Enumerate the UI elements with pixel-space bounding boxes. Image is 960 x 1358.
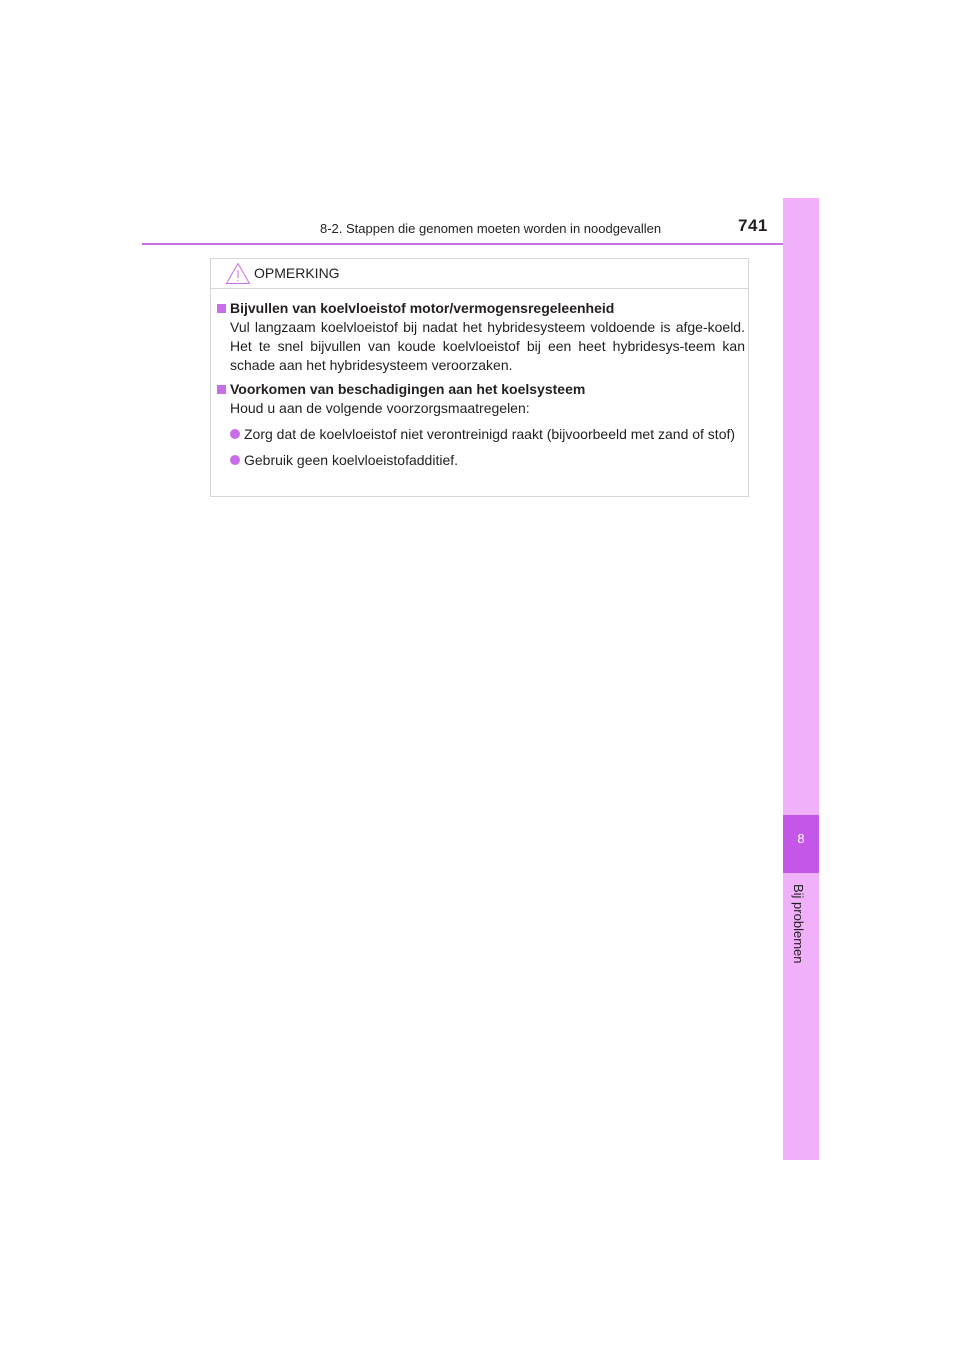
- header-divider: [142, 243, 818, 245]
- section-heading: [217, 299, 745, 318]
- section-heading-text: Bijvullen van koelvloeistof motor/vermogensregeleenheid: [230, 300, 615, 316]
- notice-section: [217, 380, 745, 470]
- list-item-text: Zorg dat de koelvloeistof niet verontreinigd raakt (bijvoorbeeld met zand of stof): [244, 426, 736, 442]
- notice-header: [211, 259, 748, 289]
- chapter-side-tab: [783, 198, 819, 1160]
- circle-bullet-icon: [230, 429, 240, 439]
- notice-body: [217, 299, 745, 470]
- chapter-number: 8: [797, 831, 805, 846]
- circle-bullet-icon: [230, 455, 240, 465]
- list-item: [230, 425, 745, 444]
- notice-section: [217, 299, 745, 375]
- section-title: 8-2. Stappen die genomen moeten worden in noodgevallen: [320, 221, 662, 236]
- notice-box: [210, 258, 749, 497]
- square-bullet-icon: [217, 304, 226, 313]
- notice-label: OPMERKING: [254, 265, 340, 281]
- page-number: 741: [738, 216, 768, 235]
- chapter-title: Bij problemen: [791, 884, 806, 964]
- section-paragraph: Houd u aan de volgende voorzorgsmaatregelen:: [230, 400, 530, 416]
- section-paragraph: Vul langzaam koelvloeistof bij nadat het hybridesysteem voldoende is afge-koeld. Het te snel bijvullen van koude koelvloeistof bij een heet hybridesys-teem kan schade aan het hybridesysteem veroorzaken.: [230, 319, 745, 373]
- warning-triangle-icon: [225, 262, 251, 285]
- square-bullet-icon: [217, 385, 226, 394]
- list-item: [230, 451, 745, 470]
- list-item-text: Gebruik geen koelvloeistofadditief.: [244, 452, 459, 468]
- section-heading-text: Voorkomen van beschadigingen aan het koelsysteem: [230, 381, 586, 397]
- section-heading: [217, 380, 745, 399]
